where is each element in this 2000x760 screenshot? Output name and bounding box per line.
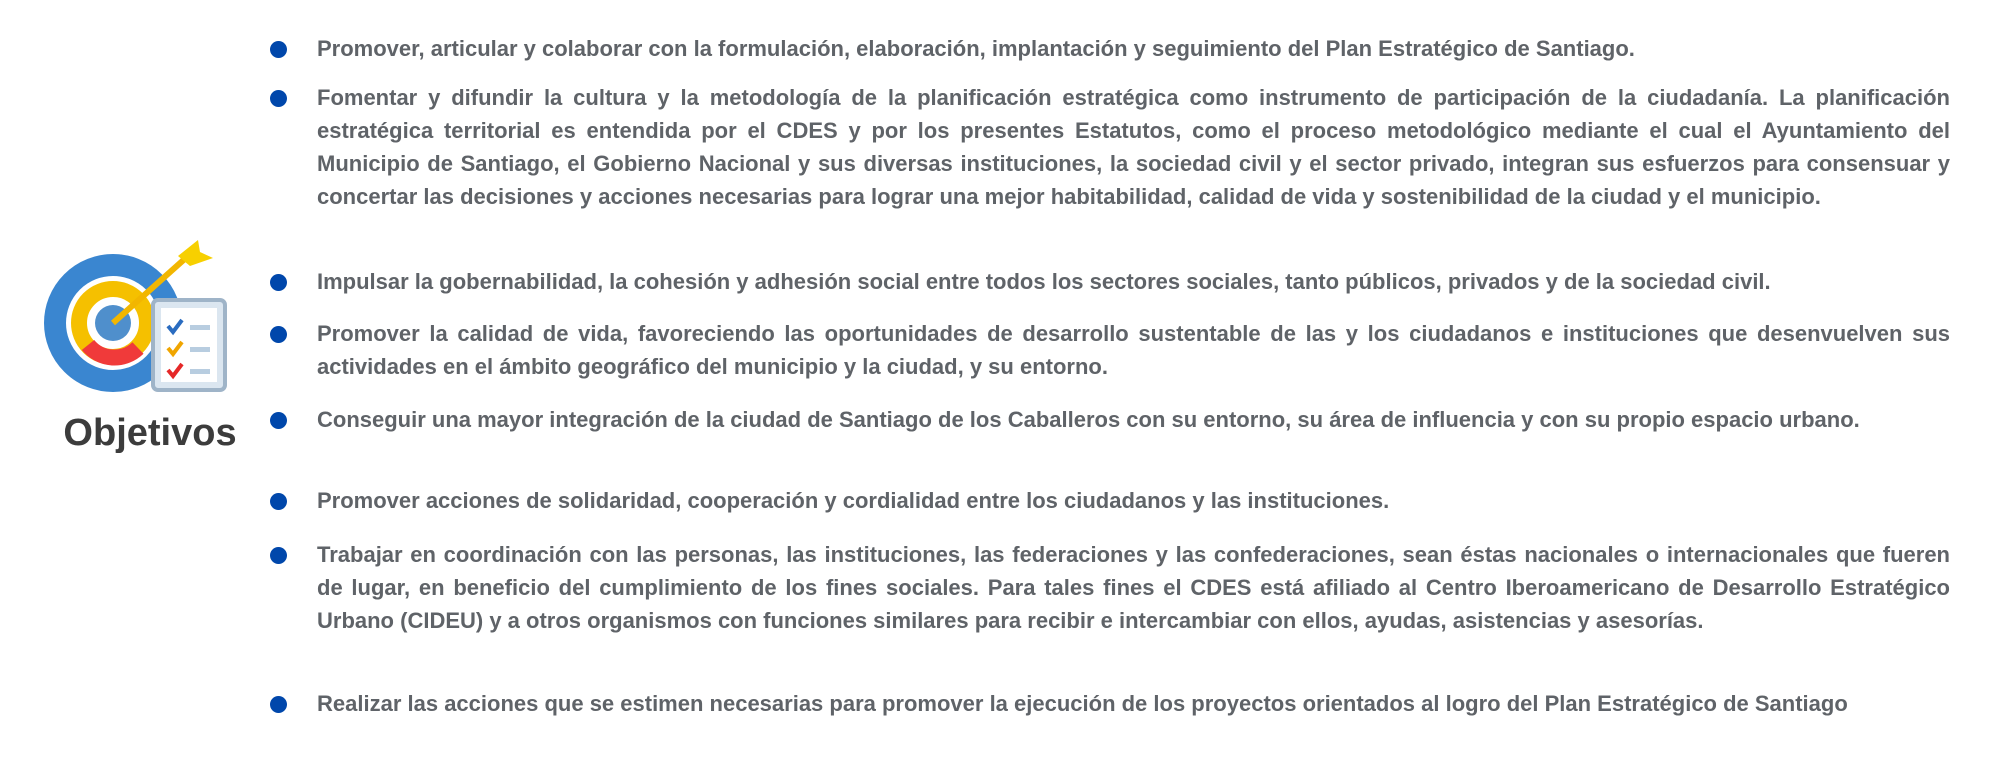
bullet-icon	[270, 326, 287, 343]
list-item	[270, 265, 1910, 298]
item-text: Conseguir una mayor integración de la ciudad de Santiago de los Caballeros con su entorno, su área de influencia y con su propio espacio urbano.	[317, 407, 1860, 432]
target-checklist-icon	[38, 238, 238, 398]
bullet-icon	[270, 274, 287, 291]
item-text: Impulsar la gobernabilidad, la cohesión y adhesión social entre todos los sectores sociales, tanto públicos, privados y de la sociedad civil.	[317, 269, 1771, 294]
list-item	[270, 81, 1950, 213]
bullet-icon	[270, 90, 287, 107]
list-item	[270, 32, 1950, 65]
bullet-icon	[270, 547, 287, 564]
section-title: Objetivos	[63, 412, 237, 454]
list-item	[270, 687, 1950, 720]
list-item	[270, 403, 1950, 436]
list-item	[270, 538, 1950, 637]
item-text: Promover, articular y colaborar con la formulación, elaboración, implantación y seguimiento del Plan Estratégico de Santiago.	[317, 36, 1635, 61]
item-text: Fomentar y difundir la cultura y la metodología de la planificación estratégica como instrumento de participación de la ciudadanía. La planificación estratégica territorial es entendida por el CDES y por los presentes Estatutos, como el proceso metodológico mediante el cual el Ayuntamiento del Municipio de Santiago, el Gobierno Nacional y sus diversas instituciones, la sociedad civil y el sector privado, integran sus esfuerzos para consensuar y concertar las decisiones y acciones necesarias para lograr una mejor habitabilidad, calidad de vida y sostenibilidad de la ciudad y el municipio.	[317, 85, 1950, 209]
bullet-icon	[270, 412, 287, 429]
item-text: Realizar las acciones que se estimen necesarias para promover la ejecución de los proyectos orientados al logro del Plan Estratégico de Santiago	[317, 691, 1848, 716]
bullet-icon	[270, 493, 287, 510]
bullet-icon	[270, 41, 287, 58]
item-text: Promover la calidad de vida, favoreciendo las oportunidades de desarrollo sustentable de las y los ciudadanos e instituciones que desenvuelven sus actividades en el ámbito geográfico del municipio y la ciudad, y su entorno.	[317, 321, 1950, 379]
list-item	[270, 317, 1950, 383]
list-item	[270, 484, 1950, 517]
bullet-icon	[270, 696, 287, 713]
item-text: Promover acciones de solidaridad, cooperación y cordialidad entre los ciudadanos y las instituciones.	[317, 488, 1390, 513]
item-text: Trabajar en coordinación con las personas, las instituciones, las federaciones y las confederaciones, sean éstas nacionales o internacionales que fueren de lugar, en beneficio del cumplimiento de los fines sociales. Para tales fines el CDES está afiliado al Centro Iberoamericano de Desarrollo Estratégico Urbano (CIDEU) y a otros organismos con funciones similares para recibir e intercambiar con ellos, ayudas, asistencias y asesorías.	[317, 542, 1950, 633]
